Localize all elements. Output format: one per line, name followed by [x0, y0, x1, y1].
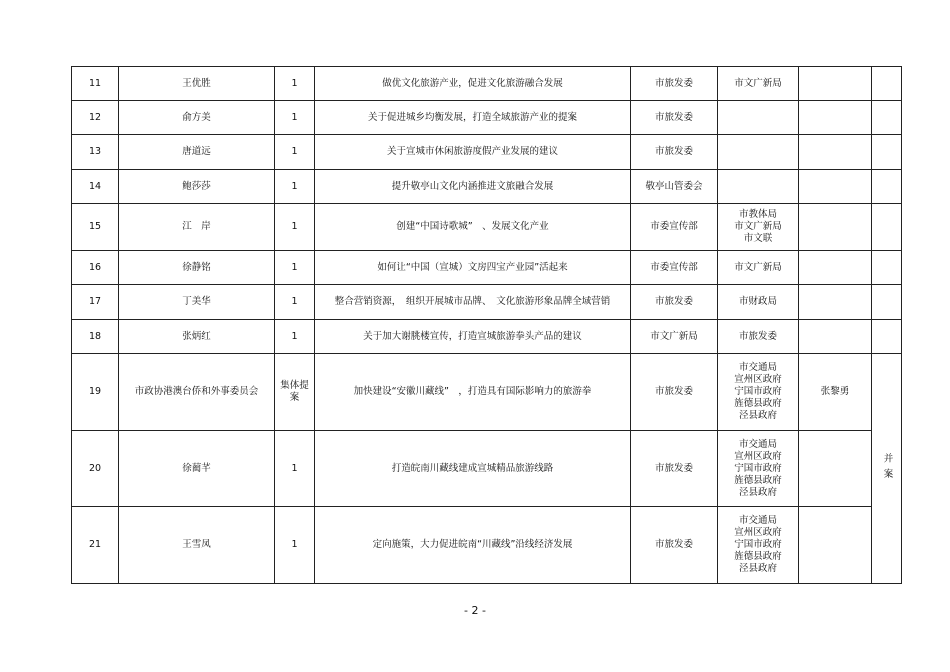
proposal-title: 关于加大谢朓楼宣传，打造宣城旅游拳头产品的建议 — [315, 320, 631, 354]
lead-unit: 市委宣传部 — [631, 204, 718, 251]
co-unit: 市文联 — [743, 233, 773, 244]
co-units — [718, 507, 799, 584]
table-row — [72, 251, 902, 285]
proposer-name: 江 岸 — [119, 204, 275, 251]
proposal-title: 提升敬亭山文化内涵推进文旅融合发展 — [315, 170, 631, 204]
table-row — [72, 204, 902, 251]
remark — [872, 67, 902, 101]
co-unit: 宣州区政府 — [734, 527, 782, 538]
proposal-title: 如何让“中国（宣城）文房四宝产业园”活起来 — [315, 251, 631, 285]
co-unit: 宁国市政府 — [734, 539, 782, 550]
proposal-count: 1 — [275, 67, 315, 101]
co-units — [718, 431, 799, 507]
co-units — [718, 354, 799, 431]
responsible-leader — [799, 67, 872, 101]
remark — [872, 101, 902, 135]
row-number: 15 — [72, 204, 119, 251]
lead-unit: 市旅发委 — [631, 67, 718, 101]
responsible-leader — [799, 431, 872, 507]
row-number: 12 — [72, 101, 119, 135]
proposer-name: 徐静铭 — [119, 251, 275, 285]
co-units — [718, 67, 799, 101]
co-units — [718, 320, 799, 354]
proposer-name: 张炳红 — [119, 320, 275, 354]
co-unit: 泾县政府 — [738, 563, 777, 574]
co-unit: 宁国市政府 — [734, 462, 782, 474]
proposal-count: 集体提案 — [275, 354, 315, 431]
co-unit: 宣州区政府 — [734, 450, 782, 462]
lead-unit: 市旅发委 — [631, 135, 718, 170]
table-row — [72, 285, 902, 320]
page-number: - 2 - — [464, 604, 486, 617]
proposal-title: 定向施策，大力促进皖南“川藏线”沿线经济发展 — [315, 507, 631, 584]
table-row — [72, 431, 902, 507]
proposal-count: 1 — [275, 285, 315, 320]
proposal-title: 关于促进城乡均衡发展，打造全域旅游产业的提案 — [315, 101, 631, 135]
lead-unit: 市旅发委 — [631, 507, 718, 584]
proposer-name: 丁美华 — [119, 285, 275, 320]
co-unit: 泾县政府 — [738, 410, 777, 421]
row-number: 19 — [72, 354, 119, 431]
row-number: 16 — [72, 251, 119, 285]
table-row — [72, 320, 902, 354]
lead-unit: 市旅发委 — [631, 101, 718, 135]
proposal-count: 1 — [275, 251, 315, 285]
remark — [872, 170, 902, 204]
remark — [872, 204, 902, 251]
responsible-leader: 张黎勇 — [799, 354, 872, 431]
co-unit: 市文广新局 — [734, 221, 782, 232]
lead-unit: 市旅发委 — [631, 431, 718, 507]
co-unit: 宁国市政府 — [734, 386, 782, 397]
co-unit: 旌德县政府 — [734, 398, 782, 409]
lead-unit: 市文广新局 — [631, 320, 718, 354]
co-unit: 旌德县政府 — [734, 474, 782, 486]
proposer-name: 王优胜 — [119, 67, 275, 101]
proposal-title: 加快建设“安徽川藏线” ，打造具有国际影响力的旅游拳 — [315, 354, 631, 431]
proposal-count: 1 — [275, 431, 315, 507]
table-row — [72, 67, 902, 101]
proposal-title: 做优文化旅游产业，促进文化旅游融合发展 — [315, 67, 631, 101]
row-number: 18 — [72, 320, 119, 354]
co-units — [718, 170, 799, 204]
proposal-count: 1 — [275, 204, 315, 251]
row-number: 14 — [72, 170, 119, 204]
row-number: 17 — [72, 285, 119, 320]
proposal-count: 1 — [275, 170, 315, 204]
co-unit: 宣州区政府 — [734, 374, 782, 385]
co-unit: 市文广新局 — [734, 261, 782, 273]
co-unit: 市教体局 — [738, 209, 777, 220]
responsible-leader — [799, 101, 872, 135]
row-number: 13 — [72, 135, 119, 170]
co-unit: 旌德县政府 — [734, 551, 782, 562]
co-units — [718, 251, 799, 285]
co-unit: 市旅发委 — [738, 330, 777, 342]
proposal-title: 关于宣城市休闲旅游度假产业发展的建议 — [315, 135, 631, 170]
table-row — [72, 170, 902, 204]
proposal-count: 1 — [275, 320, 315, 354]
proposer-name: 王雪凤 — [119, 507, 275, 584]
proposer-name: 徐蔺芊 — [119, 431, 275, 507]
responsible-leader — [799, 170, 872, 204]
table-row — [72, 507, 902, 584]
proposer-name: 鲍莎莎 — [119, 170, 275, 204]
table-row — [72, 354, 902, 431]
table-row — [72, 101, 902, 135]
co-unit: 市交通局 — [738, 362, 777, 373]
table-body — [72, 67, 902, 584]
proposer-name: 唐道远 — [119, 135, 275, 170]
co-units — [718, 285, 799, 320]
co-unit: 市交通局 — [738, 438, 777, 450]
row-number: 21 — [72, 507, 119, 584]
responsible-leader — [799, 285, 872, 320]
co-unit: 泾县政府 — [738, 486, 777, 498]
proposal-count: 1 — [275, 135, 315, 170]
proposal-count: 1 — [275, 101, 315, 135]
proposal-title: 打造皖南川藏线建成宣城精品旅游线路 — [315, 431, 631, 507]
responsible-leader — [799, 204, 872, 251]
remark — [872, 251, 902, 285]
row-number: 11 — [72, 67, 119, 101]
co-units — [718, 204, 799, 251]
lead-unit: 敬亭山管委会 — [631, 170, 718, 204]
co-units — [718, 135, 799, 170]
lead-unit: 市旅发委 — [631, 354, 718, 431]
responsible-leader — [799, 251, 872, 285]
remark — [872, 135, 902, 170]
proposal-title: 创建“中国诗歌城” 、发展文化产业 — [315, 204, 631, 251]
co-unit: 市交通局 — [738, 515, 777, 526]
proposer-name: 俞方美 — [119, 101, 275, 135]
proposal-title: 整合营销资源， 组织开展城市品牌、 文化旅游形象品牌全域营销 — [315, 285, 631, 320]
remark — [872, 285, 902, 320]
row-number: 20 — [72, 431, 119, 507]
responsible-leader — [799, 507, 872, 584]
co-units — [718, 101, 799, 135]
co-unit: 市文广新局 — [734, 77, 782, 89]
lead-unit: 市委宣传部 — [631, 251, 718, 285]
responsible-leader — [799, 320, 872, 354]
proposal-count: 1 — [275, 507, 315, 584]
lead-unit: 市旅发委 — [631, 285, 718, 320]
table-row — [72, 135, 902, 170]
proposer-name: 市政协港澳台侨和外事委员会 — [119, 354, 275, 431]
remark — [872, 320, 902, 354]
merge-note: 并案 — [872, 354, 902, 584]
proposal-table — [71, 66, 902, 584]
responsible-leader — [799, 135, 872, 170]
co-unit: 市财政局 — [738, 296, 777, 307]
